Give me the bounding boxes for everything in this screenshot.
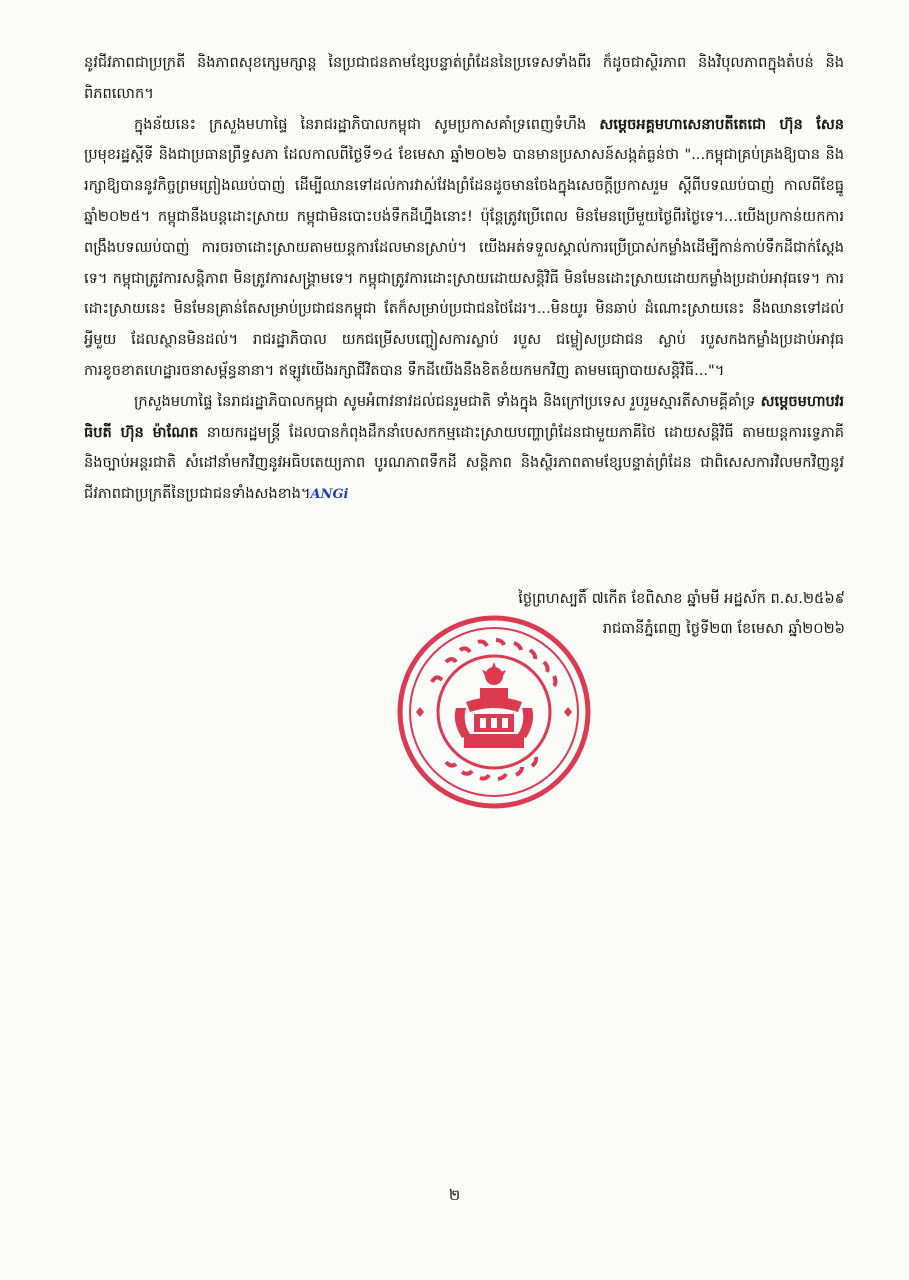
handwritten-initials: ANGi [310, 487, 349, 503]
paragraph-3-honorific-name: សម្តេចមហាបវរធិបតី ហ៊ុន ម៉ាណែត [84, 392, 844, 441]
paragraph-2-lead: ក្នុងន័យនេះ ក្រសួងមហាផ្ទៃ នៃរាជរដ្ឋាភិបាលកម្ពុជា សូមប្រកាសគាំទ្រពេញទំហឹង [134, 115, 600, 133]
paragraph-2 [84, 110, 844, 387]
paragraph-1-text: នូវជីវភាពជាប្រក្រតី និងភាពសុខក្សេមក្សាន្ត នៃប្រជាជនតាមខ្សែបន្ទាត់ព្រំដែននៃប្រទេសទាំងពីរ ក៏ដូចជាស្ថិរភាព និងវិបុលភាពក្នុងតំបន់ និងពិភពលោក។ [84, 54, 844, 102]
paragraph-3-text: នាយករដ្ឋមន្ត្រី ដែលបានកំពុងដឹកនាំបេសកកម្មដោះស្រាយបញ្ហាព្រំដែនជាមួយភាគីថៃ ដោយសន្តិវិធី តាមយន្តការទ្វេភាគី និងច្បាប់អន្តរជាតិ សំដៅនាំមកវិញនូវអធិបតេយ្យភាព បូរណភាពទឹកដី សន្តិភាព និងស្ថិរភាពតាមខ្សែបន្ទាត់ព្រំដែន ជាពិសេសការវិលមកវិញនូវជីវភាពជាប្រក្រតីនៃប្រជាជនទាំងសងខាង។ [84, 423, 844, 503]
page-number: ២ [448, 1186, 461, 1204]
solar-date-place: រាជធានីភ្នំពេញ ថ្ងៃទី២៣ ខែមេសា ឆ្នាំ២០២៦ [602, 620, 845, 637]
document-body [84, 48, 844, 511]
paragraph-2-honorific-name: សម្តេចអគ្គមហាសេនាបតីតេជោ ហ៊ុន សែន [599, 115, 844, 133]
paragraph-3 [84, 387, 844, 511]
lunar-date: ថ្ងៃព្រហស្បតិ៍ ៧កើត ខែពិសាខ ឆ្នាំមមី អដ្ឋស័ក ព.ស.២៥៦៩ [518, 590, 845, 607]
paragraph-3-lead: ក្រសួងមហាផ្ទៃ នៃរាជរដ្ឋាភិបាលកម្ពុជា សូមអំពាវនាវដល់ជនរួមជាតិ ទាំងក្នុង និងក្រៅប្រទេស រួបរួមស្មារតីសាមគ្គីគាំទ្រ [134, 392, 761, 410]
ministry-seal-icon [394, 612, 594, 812]
paragraph-1 [84, 48, 844, 110]
paragraph-2-quote: ប្រមុខរដ្ឋស្តីទី និងជាប្រធានព្រឹទ្ធសភា ដែលកាលពីថ្ងៃទី១៤ ខែមេសា ឆ្នាំ២០២៦ បានមានប្រសាសន៍សង្កត់ធ្ងន់ថា "...កម្ពុជាគ្រប់គ្រងឱ្យបាន និងរក្សាឱ្យបាននូវកិច្ចព្រមព្រៀងឈប់បាញ់ ដើម្បីឈានទៅដល់ការវាស់វែងព្រំដែនដូចមានចែងក្នុងសេចក្តីប្រកាសរួម ស្តីពីបទឈប់បាញ់ កាលពីខែធ្នូ ឆ្នាំ២០២៥។ កម្ពុជានឹងបន្តដោះស្រាយ កម្ពុជាមិនបោះបង់ទឹកដីហ្នឹងនោះ! ប៉ុន្តែត្រូវប្រើពេល មិនមែនប្រើមួយថ្ងៃពីរថ្ងៃទេ។...យើងប្រកាន់យកការពង្រឹងបទឈប់បាញ់ ការចរចាដោះស្រាយតាមយន្តការដែលមានស្រាប់។ យើងអត់ទទួលស្គាល់ការប្រើប្រាស់កម្លាំងដើម្បីកាន់កាប់ទឹកដីជាក់ស្តែងទេ។ កម្ពុជាត្រូវការសន្តិភាព មិនត្រូវការសង្គ្រាមទេ។ កម្ពុជាត្រូវការដោះស្រាយដោយសន្តិវិធី មិនមែនដោះស្រាយដោយកម្លាំងប្រដាប់អាវុធទេ។ ការដោះស្រាយនេះ មិនមែនគ្រាន់តែសម្រាប់ប្រជាជនកម្ពុជា តែក៏សម្រាប់ប្រជាជនថៃដែរ។...មិនយូរ មិនឆាប់ ដំណោះស្រាយនេះ នឹងឈានទៅដល់អ្វីមួយ ដែលស្ថានមិនដល់។ រាជរដ្ឋាភិបាល យកជម្រើសបញ្ចៀសការស្លាប់ របួស ជម្លៀសប្រជាជន ស្លាប់ របួសកងកម្លាំងប្រដាប់អាវុធ ការខូចខាតហេដ្ឋារចនាសម្ព័ន្ធនានា។ ឥឡូវយើងរក្សាជីវិតបាន ទឹកដីយើងនឹងខិតខំយកមកវិញ តាមមធ្យោបាយសន្តិវិធី..."។ [84, 146, 844, 379]
